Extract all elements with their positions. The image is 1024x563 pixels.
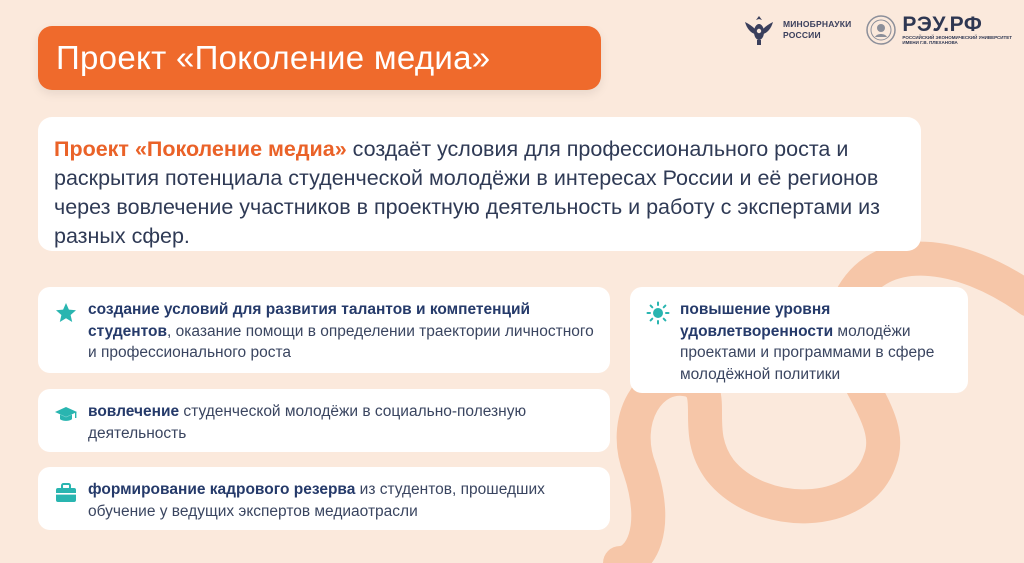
university-name: РЭУ.РФ — [902, 12, 983, 36]
university-subtitle-1: РОССИЙСКИЙ ЭКОНОМИЧЕСКИЙ УНИВЕРСИТЕТ — [902, 34, 1012, 40]
goal-text-reserve — [88, 479, 598, 522]
goal-bold-talents: создание условий для развития талантов и компетенций студентов — [88, 301, 531, 340]
ministry-line1: МИНОБРНАУКИ — [782, 19, 852, 29]
goal-text-satisfaction — [680, 299, 956, 385]
goal-bold-involvement: вовлечение — [88, 403, 180, 420]
goal-text-talents — [88, 299, 598, 364]
goal-card-talents — [38, 287, 610, 373]
logos — [741, 12, 1012, 48]
university-seal-icon — [865, 14, 897, 46]
goal-bold-satisfaction: повышение уровня удовлетворенности — [680, 301, 834, 340]
sun-icon — [646, 301, 670, 325]
goal-rest-satisfaction: молодёжи проектами и программами в сфере молодёжной политики — [680, 322, 935, 383]
goal-card-reserve — [38, 467, 610, 530]
intro-text: создаёт условия для профессионального роста и раскрытия потенциала студенческой молодёжи в интересах России и её регионов через вовлечение участников в проектную деятельность и работу с экспертами из разных сфер. — [54, 137, 880, 248]
goal-card-involvement — [38, 389, 610, 452]
goal-card-satisfaction — [630, 287, 968, 393]
goal-rest-reserve: из студентов, прошедших обучение у ведущих экспертов медиаотрасли — [88, 481, 545, 520]
intro-accent: Проект «Поколение медиа» — [54, 137, 347, 161]
graduation-cap-icon — [54, 403, 78, 427]
university-logo — [865, 14, 1012, 46]
intro-card — [38, 117, 921, 251]
page-title: Проект «Поколение медиа» — [56, 39, 491, 76]
star-icon — [54, 301, 78, 325]
ministry-logo — [741, 12, 851, 48]
goal-rest-involvement: студенческой молодёжи в социально-полезную деятельность — [88, 403, 527, 442]
university-subtitle-2: ИМЕНИ Г.В. ПЛЕХАНОВА — [902, 40, 958, 45]
briefcase-icon — [54, 481, 78, 505]
goal-bold-reserve: формирование кадрового резерва — [88, 481, 356, 498]
intro-paragraph — [54, 135, 899, 251]
goal-rest-talents: , оказание помощи в определении траектории личностного и профессионального роста — [88, 322, 594, 361]
ministry-line2: РОССИИ — [782, 30, 821, 40]
goal-text-involvement — [88, 401, 598, 444]
title-banner — [38, 26, 601, 90]
eagle-emblem-icon — [741, 12, 777, 48]
